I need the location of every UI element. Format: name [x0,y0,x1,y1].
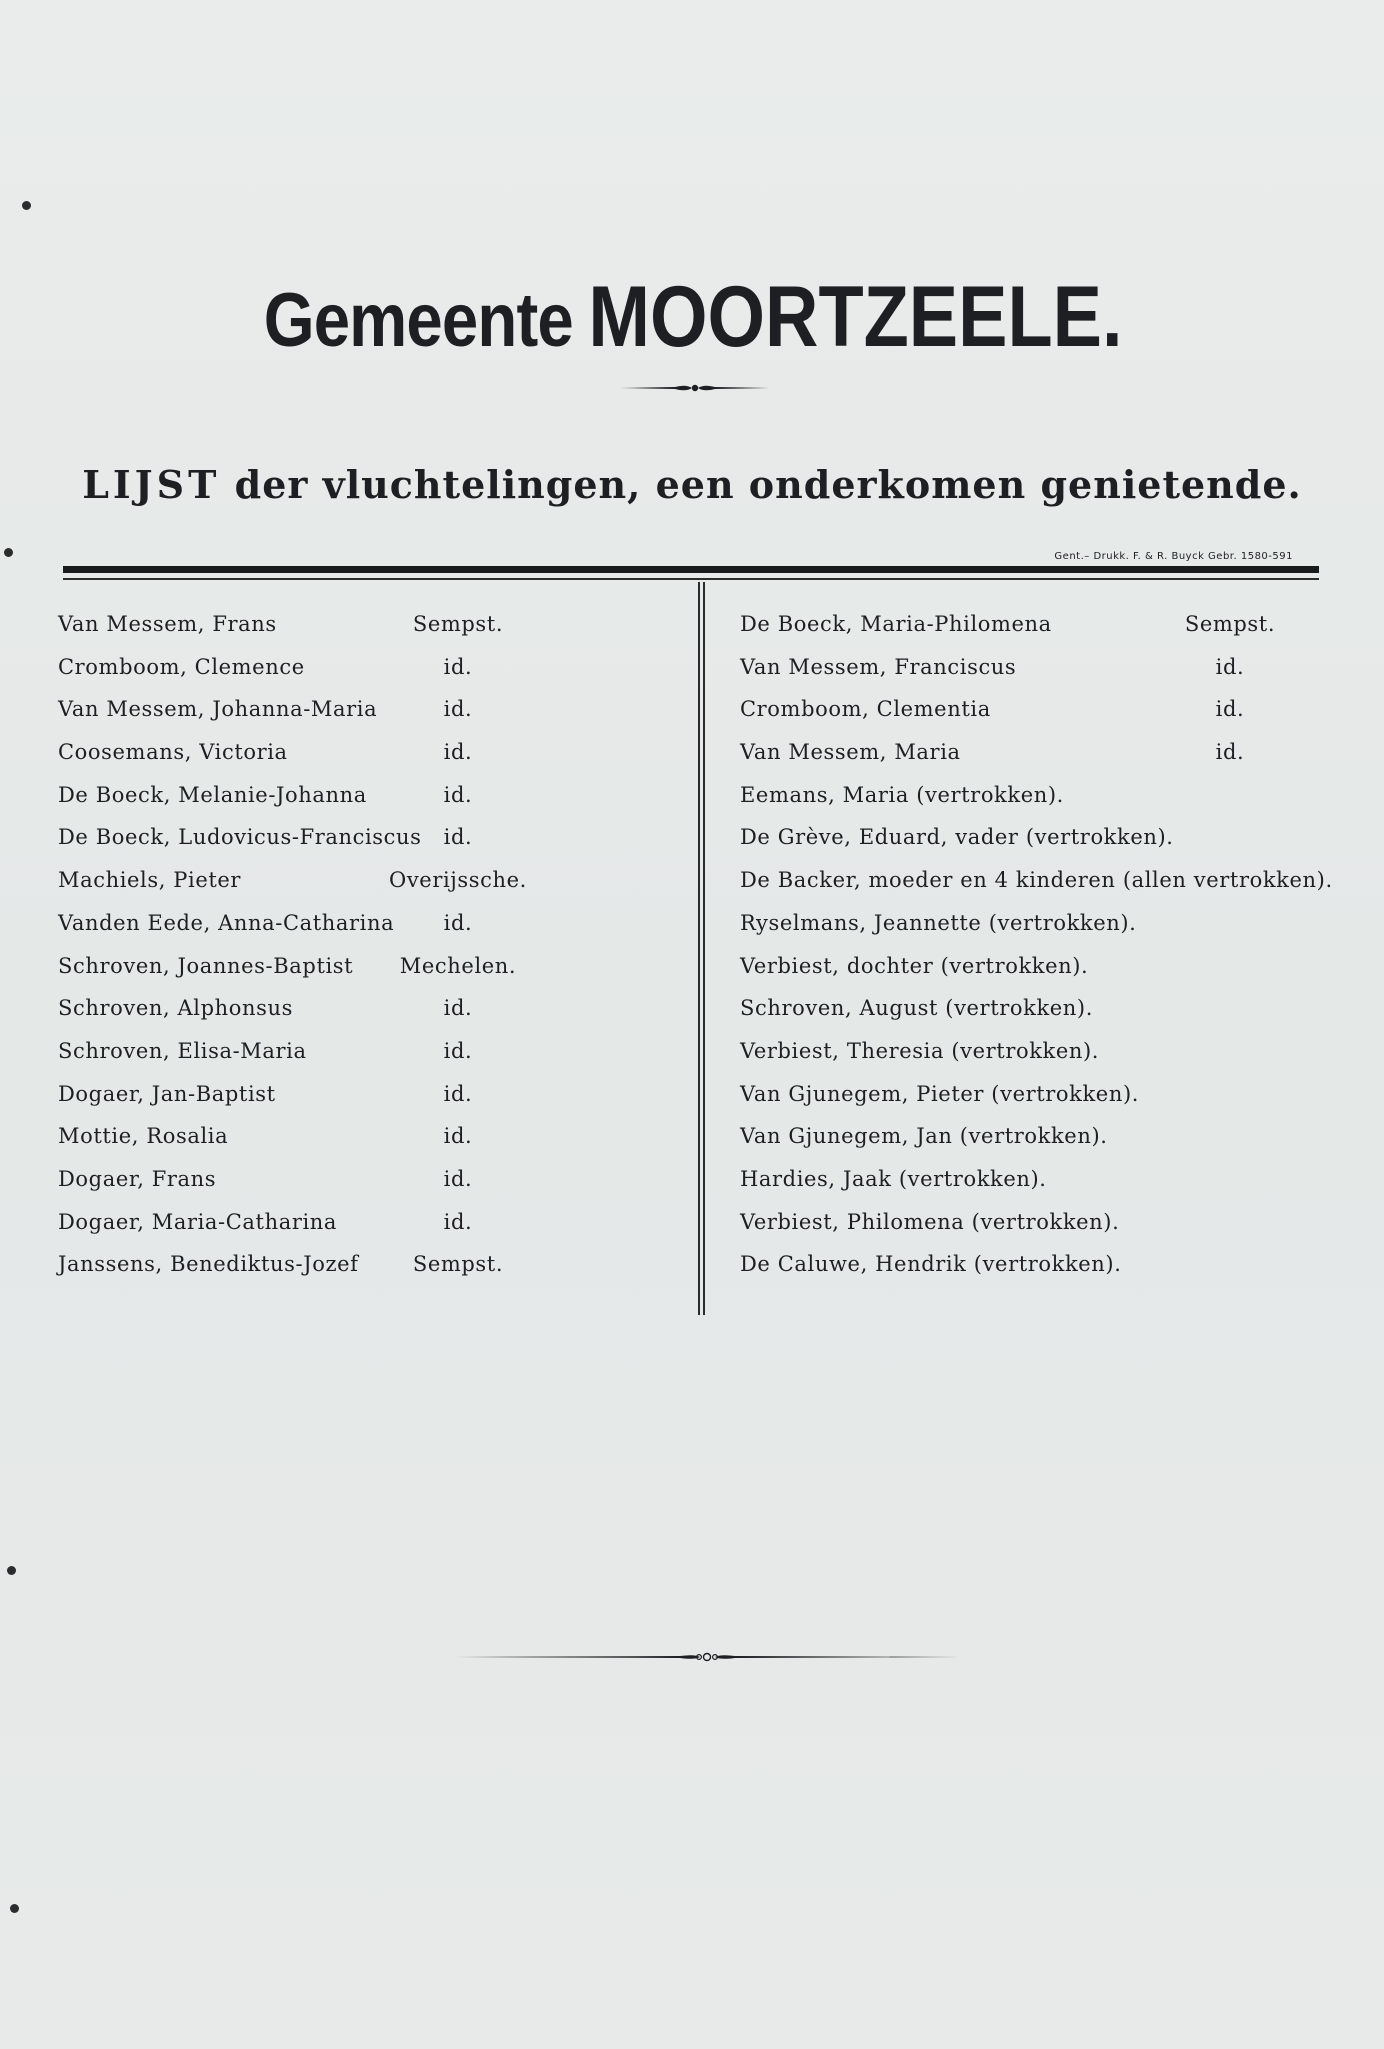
refugee-name: Van Gjunegem, Jan (vertrokken). [740,1124,1108,1149]
refugee-name: Dogaer, Jan-Baptist [58,1081,276,1106]
refugee-origin: id. [443,1166,473,1191]
list-item [740,783,1340,826]
refugee-name: Schroven, Joannes-Baptist [58,953,354,978]
refugee-name: Cromboom, Clemence [58,654,305,679]
list-item [58,825,658,868]
refugee-name: Schroven, Alphonsus [58,996,294,1021]
refugee-name: Verbiest, Theresia (vertrokken). [740,1038,1100,1063]
list-item [58,868,658,911]
ornament-divider-bottom [455,1650,960,1664]
printer-imprint: Gent.– Drukk. F. & R. Buyck Gebr. 1580-591 [1054,551,1293,562]
refugee-name: Verbiest, dochter (vertrokken). [740,953,1089,978]
refugee-origin: Overijssche. [389,868,527,893]
refugee-name: Schroven, Elisa-Maria [58,1038,307,1063]
punch-hole [22,201,31,210]
list-item [58,783,658,826]
list-item [740,697,1340,740]
refugee-origin: id. [443,1038,473,1063]
punch-hole [7,1566,16,1575]
list-item [58,1082,658,1125]
refugee-name: De Boeck, Melanie-Johanna [58,782,367,807]
list-item [740,1167,1340,1210]
refugee-name: Dogaer, Maria-Catharina [58,1209,338,1234]
refugee-origin: id. [1215,697,1245,722]
list-item [58,1039,658,1082]
title-prefix: Gemeente [263,278,573,363]
refugee-origin: id. [1215,740,1245,765]
refugee-name: Cromboom, Clementia [740,697,991,722]
refugee-name: Van Gjunegem, Pieter (vertrokken). [740,1081,1140,1106]
refugee-origin: Sempst. [412,612,504,636]
refugee-origin: id. [1215,654,1245,679]
list-item [740,1124,1340,1167]
list-item [740,996,1340,1039]
refugee-name: Verbiest, Philomena (vertrokken). [740,1209,1120,1234]
title-place: MOORTZEELE. [588,269,1123,365]
refugee-name: De Grève, Eduard, vader (vertrokken). [740,825,1174,850]
refugee-name: Van Messem, Frans [58,612,277,636]
refugee-name: Coosemans, Victoria [58,740,288,765]
refugee-name: De Boeck, Ludovicus-Franciscus [58,825,422,850]
refugee-name: De Backer, moeder en 4 kinderen (allen vertrokken). [740,868,1333,893]
refugee-name: Van Messem, Franciscus [740,654,1017,679]
refugee-name: Van Messem, Maria [740,740,961,765]
list-item [740,1210,1340,1253]
refugee-name: Janssens, Benediktus-Jozef [58,1252,359,1277]
list-item [740,740,1340,783]
refugee-origin: Mechelen. [399,953,517,978]
list-item [740,1082,1340,1125]
list-item [58,1124,658,1167]
refugee-origin: id. [443,782,473,807]
refugee-list-right [740,612,1340,1295]
refugee-origin: id. [443,740,473,765]
list-item [740,911,1340,954]
refugee-origin: id. [443,996,473,1021]
refugee-name: Van Messem, Johanna-Maria [58,697,378,722]
punch-hole [4,548,13,557]
refugee-origin: id. [443,910,473,935]
list-item [58,697,658,740]
list-item [58,740,658,783]
list-item [58,612,658,655]
refugee-name: Dogaer, Frans [58,1166,217,1191]
list-heading [0,462,1384,507]
list-item [58,1210,658,1253]
punch-hole [10,1904,19,1913]
refugee-origin: id. [443,825,473,850]
list-item [58,954,658,997]
list-item [740,655,1340,698]
refugee-origin: id. [443,654,473,679]
refugee-origin: id. [443,1209,473,1234]
refugee-origin: Sempst. [412,1252,504,1277]
list-item [740,1039,1340,1082]
header-rule-thick [63,566,1319,573]
list-item [58,911,658,954]
list-item [740,868,1340,911]
header-rule-thin [63,578,1319,580]
refugee-name: Mottie, Rosalia [58,1124,229,1149]
refugee-name: Vanden Eede, Anna-Catharina [58,910,395,935]
refugee-name: Eemans, Maria (vertrokken). [740,782,1064,807]
list-item [740,612,1340,655]
refugee-name: De Caluwe, Hendrik (vertrokken). [740,1252,1122,1277]
column-divider [698,582,700,1315]
refugee-name: De Boeck, Maria-Philomena [740,612,1052,636]
ornament-divider-top [620,382,770,394]
list-heading-text: der vluchtelingen, een onderkomen genietende. [234,462,1302,507]
list-item [58,1252,658,1295]
page-title [98,268,1288,367]
column-divider [703,582,705,1315]
list-heading-lead: LIJST [82,462,221,507]
list-item [740,954,1340,997]
refugee-name: Hardies, Jaak (vertrokken). [740,1166,1047,1191]
refugee-list-left [58,612,658,1295]
refugee-name: Ryselmans, Jeannette (vertrokken). [740,910,1137,935]
list-item [58,996,658,1039]
refugee-origin: id. [443,1081,473,1106]
list-item [740,825,1340,868]
list-item [740,1252,1340,1295]
refugee-name: Schroven, August (vertrokken). [740,996,1093,1021]
list-item [58,1167,658,1210]
refugee-origin: id. [443,1124,473,1149]
refugee-origin: id. [443,697,473,722]
refugee-origin: Sempst. [1184,612,1276,636]
refugee-name: Machiels, Pieter [58,868,242,893]
list-item [58,655,658,698]
